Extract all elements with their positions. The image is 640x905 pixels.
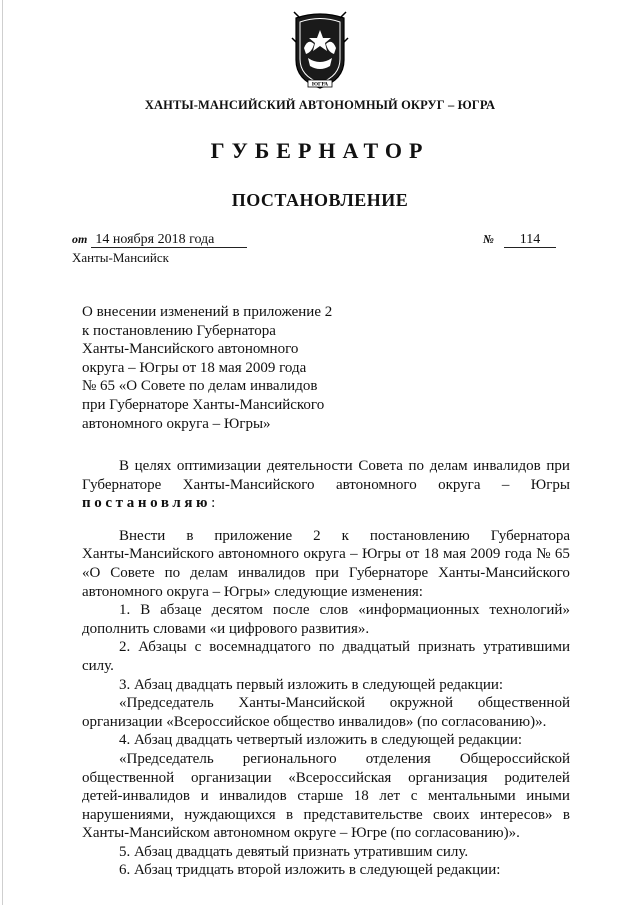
word: признать — [418, 639, 476, 656]
date-value: 14 ноября 2018 года — [91, 233, 247, 248]
word: 2 — [313, 527, 321, 544]
date-prefix: от — [72, 232, 88, 246]
governor-heading: ГУБЕРНАТОР — [210, 138, 430, 163]
item-2-line — [82, 638, 570, 657]
word: в — [286, 806, 294, 823]
coat-of-arms-icon — [288, 8, 352, 94]
paragraph-line — [82, 564, 570, 583]
word: Югры — [361, 546, 402, 563]
word: – — [501, 476, 510, 493]
word: «Председатель — [119, 750, 214, 767]
word: Совета — [358, 458, 403, 474]
crest-ribbon-text: ЮГРА — [311, 81, 329, 88]
region-heading: ХАНТЫ-МАНСИЙСКИЙ АВТОНОМНЫЙ ОКРУГ – ЮГРА — [144, 98, 496, 112]
quote-3-line — [82, 694, 570, 713]
item-1-line — [82, 601, 570, 620]
word: Губернатора — [490, 527, 570, 544]
word: двадцатый — [342, 639, 411, 656]
word: ментальными — [428, 788, 516, 805]
word: регионального — [242, 750, 337, 767]
paragraph-line — [82, 527, 570, 546]
word: после — [272, 602, 310, 619]
word: Абзацы — [138, 639, 187, 656]
item-4-line: 4. Абзац двадцать четвертый изложить в следующей редакции: — [119, 732, 523, 749]
word: инвалидов — [473, 458, 541, 474]
word: лет — [379, 788, 401, 805]
scan-edge-line — [2, 0, 3, 905]
word: своих — [432, 806, 470, 823]
quote-3-line: организации «Всероссийское общество инвалидов» (по согласованию)». — [82, 713, 547, 730]
number-prefix: № — [483, 232, 494, 246]
decree-word: постановляю — [82, 495, 212, 512]
date-field — [72, 232, 247, 248]
word: технологий» — [489, 602, 570, 619]
item-1-line: дополнить словами «и цифрового развития». — [82, 620, 370, 637]
word: 18 — [423, 546, 439, 563]
word: Югры — [530, 476, 570, 493]
word: В — [140, 602, 151, 619]
word: общественной — [477, 695, 570, 712]
decree-colon: : — [211, 495, 216, 512]
word: утратившими — [483, 639, 570, 656]
subject-line: автономного округа – Югры» — [82, 415, 271, 432]
word: по — [318, 639, 335, 656]
word: № — [536, 546, 551, 563]
word: года — [504, 546, 532, 563]
word: автономного — [218, 546, 299, 563]
word: 1. — [119, 602, 131, 619]
word: нарушениями, — [82, 806, 174, 823]
quote-4-line — [82, 787, 570, 806]
word: 18 — [353, 788, 369, 805]
item-2-line: силу. — [82, 657, 114, 674]
quote-4-line — [82, 806, 570, 825]
word: старше — [297, 788, 344, 805]
subject-line: № 65 «О Совете по делам инвалидов — [82, 378, 318, 395]
word: представительстве — [303, 806, 423, 823]
word: 2009 — [470, 546, 501, 563]
word: постановлению — [369, 527, 470, 544]
quote-4-line — [82, 769, 570, 788]
word: десятом — [211, 602, 263, 619]
subject-block — [82, 303, 382, 433]
word: по — [164, 564, 181, 581]
word: оптимизации — [176, 458, 262, 474]
word: нуждающихся — [184, 806, 276, 823]
word: целях — [134, 458, 172, 474]
word: иными — [526, 788, 570, 805]
word: Ханты-Мансийской — [238, 695, 366, 712]
word: по — [408, 458, 425, 474]
word: Общероссийской — [459, 750, 570, 767]
word: Ханты-Мансийского — [438, 564, 570, 581]
city-label: Ханты-Мансийск — [72, 250, 169, 265]
word: – — [350, 546, 358, 563]
word: родителей — [504, 769, 570, 786]
word: мая — [443, 546, 466, 563]
word: восемнадцатого — [209, 639, 311, 656]
document-type-heading: ПОСТАНОВЛЕНИЕ — [231, 190, 409, 210]
word: отделения — [365, 750, 431, 767]
item-3-line: 3. Абзац двадцать первый изложить в следующей редакции: — [119, 676, 504, 693]
subject-line: округа – Югры от 18 мая 2009 года — [82, 359, 307, 376]
word: «Председатель — [119, 695, 214, 712]
word: инвалидов — [237, 564, 306, 581]
word: общественной — [82, 769, 175, 786]
word: «О — [82, 564, 101, 581]
paragraph-line — [82, 545, 570, 564]
word: в — [186, 527, 194, 544]
decree-line — [82, 494, 570, 513]
preamble-line — [82, 457, 570, 476]
item-6-line: 6. Абзац тридцать второй изложить в следующей редакции: — [119, 862, 501, 879]
subject-line: О внесении изменений в приложение 2 — [82, 304, 333, 320]
word: В — [119, 458, 130, 474]
document-body — [82, 457, 570, 880]
word: приложение — [214, 527, 293, 544]
word: организации — [190, 769, 272, 786]
word: Внести — [119, 527, 166, 544]
subject-line: к постановлению Губернатора — [82, 322, 276, 339]
subject-line: при Губернаторе Ханты-Мансийского — [82, 396, 325, 413]
number-field — [483, 232, 556, 248]
word: «Всероссийская — [288, 769, 392, 786]
word: при — [315, 564, 339, 581]
word: в — [562, 806, 570, 823]
word: Совете — [110, 564, 155, 581]
word: округа — [303, 546, 346, 563]
word: округа — [438, 476, 481, 493]
word: от — [405, 546, 420, 563]
word: с — [194, 639, 202, 656]
preamble-line — [82, 476, 570, 495]
item-5-line: 5. Абзац двадцать девятый признать утратившим силу. — [119, 843, 469, 860]
word: интересов» — [480, 806, 553, 823]
word: Ханты-Мансийского — [82, 546, 214, 563]
word: инвалидов — [219, 788, 287, 805]
word: Губернаторе — [82, 476, 162, 493]
quote-4-line: Ханты-Мансийском автономном округе – Югре (по согласованию)». — [82, 825, 520, 842]
word: при — [546, 458, 570, 474]
word: деятельности — [266, 458, 353, 474]
word: Ханты-Мансийского — [182, 476, 315, 493]
word: окружной — [389, 695, 454, 712]
word: к — [341, 527, 349, 544]
word: автономного — [335, 476, 417, 493]
paragraph-line: автономного округа – Югры» следующие изменения: — [82, 583, 423, 600]
word: Губернаторе — [348, 564, 429, 581]
word: с — [410, 788, 418, 805]
word: детей-инвалидов — [82, 788, 190, 805]
word: слов — [319, 602, 349, 619]
word: и — [200, 788, 209, 805]
subject-line: Ханты-Мансийского автономного — [82, 341, 299, 358]
quote-4-line — [82, 750, 570, 769]
word: организация — [408, 769, 488, 786]
word: 65 — [554, 546, 570, 563]
number-value: 114 — [504, 233, 556, 248]
word: делам — [429, 458, 468, 474]
word: абзаце — [160, 602, 202, 619]
word: 2. — [119, 639, 131, 656]
word: делам — [190, 564, 228, 581]
word: «информационных — [358, 602, 480, 619]
